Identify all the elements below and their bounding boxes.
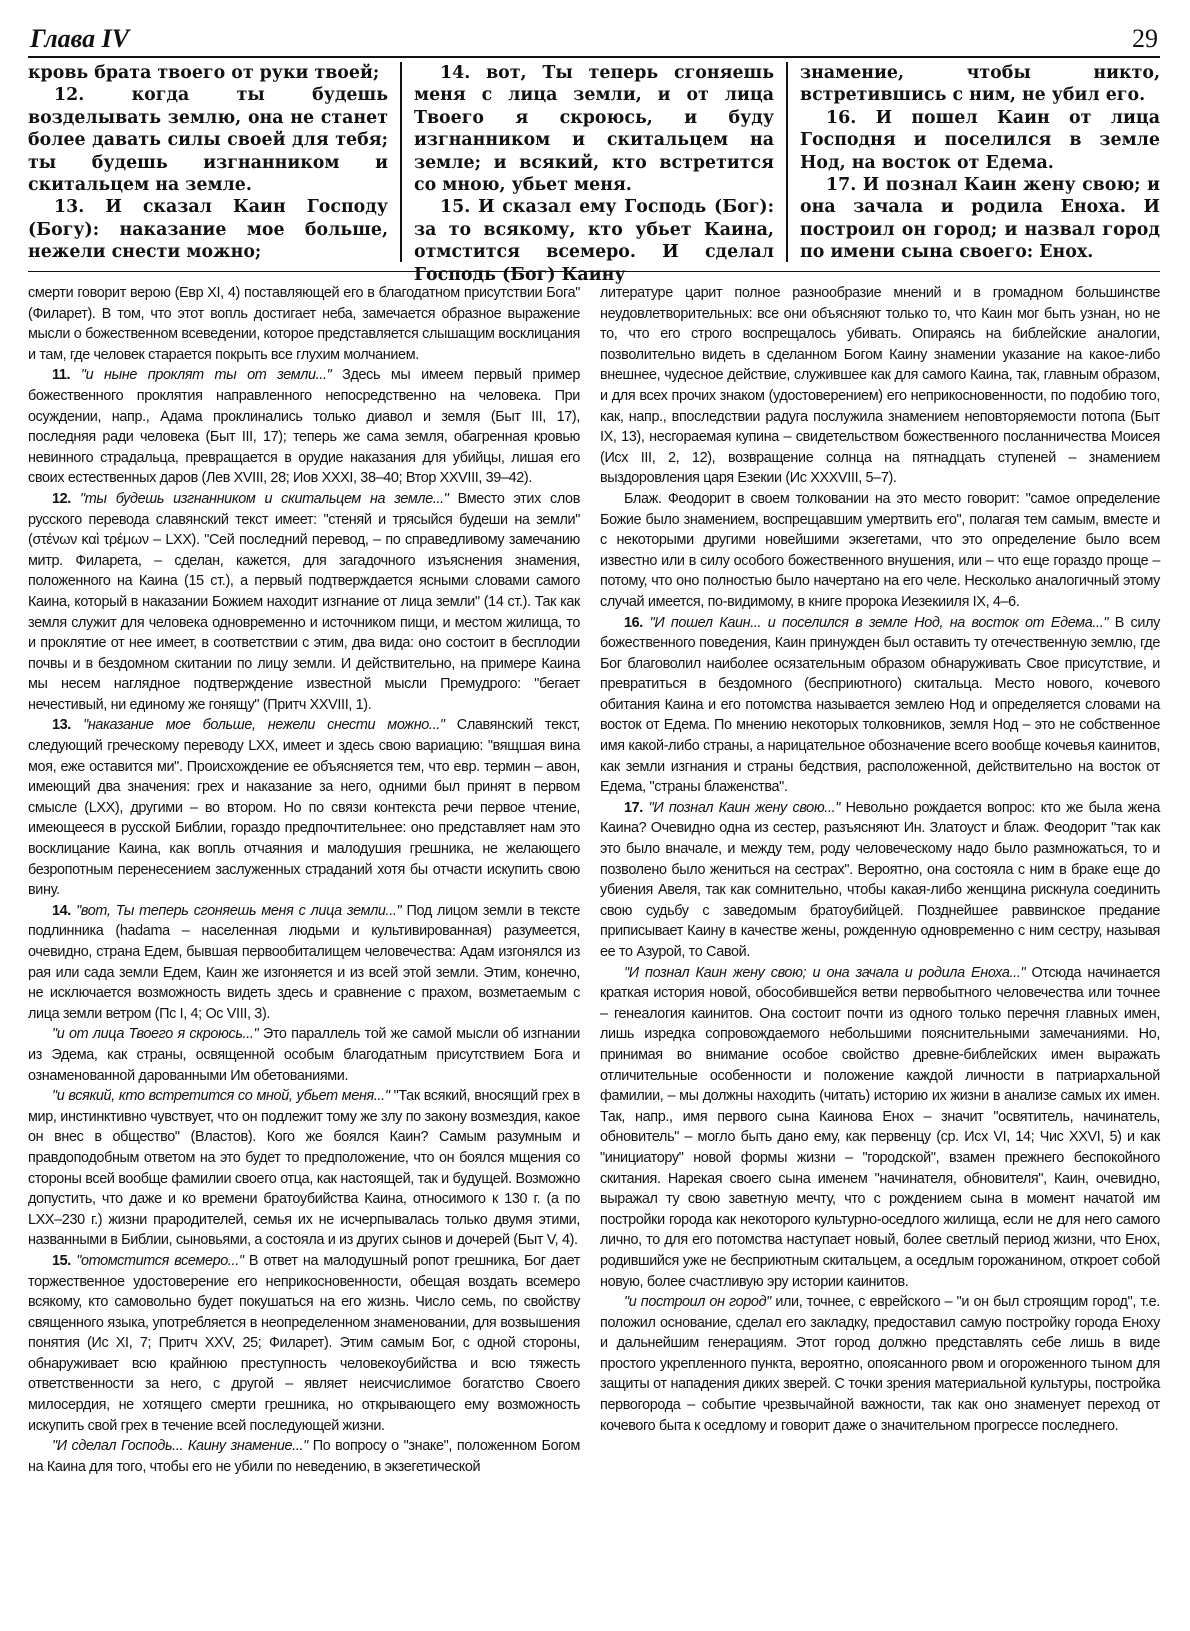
lemma: "и от лица Твоего я скроюсь..."	[52, 1026, 259, 1043]
verse-number: 14.	[52, 902, 71, 919]
commentary-paragraph	[600, 613, 1160, 798]
lemma: "И познал Каин жену свою; и она зачала и родила Еноха..."	[624, 964, 1026, 981]
commentary-column-left	[28, 283, 580, 1619]
commentary-text: или, точнее, с еврейского – "и он был строящим город", т.е. положил основание, сделал его закладку, предоставил самую постройку города Еноху и дальнейшим генерациям. Этот город должно представлять себе лишь в виде простого укрепленного пункта, вероятно, опоясанного рвом и огороженного тыном для защиты от нападения диких зверей. С точки зрения материальной культуры, постройка первогорода – событие чрезвычайной важности, так как оно знаменует переход от кочевого быта к оседлому и говорит даже о значительном прогрессе последнего.	[600, 1294, 1160, 1434]
page-header	[28, 18, 1160, 58]
commentary-text: Здесь мы имеем первый пример божественного проклятия направленного непосредственно на человека. При осуждении, напр., Адама проклинались только диавол и земля (Быт III, 17), последняя ради человека (Быт III, 17); теперь же сама земля, обагренная кровью невинного страдальца, превращается в орудие наказания для убийцы, лишая его своих естественных даров (Лев XVIII, 28; Иов XXXI, 38–40; Втор XXVIII, 39–42).	[28, 367, 580, 487]
commentary-paragraph	[28, 283, 580, 365]
verse-number: 13.	[52, 717, 71, 734]
verse-paragraph: знамение, чтобы никто, встретившись с ним, не убил его.	[800, 63, 1160, 106]
commentary-text: Вместо этих слов русского перевода славянский текст имеет: "стеняй и трясыйся будеши на земли" (στένων καὶ τρέμων – LXX). "Сей последний перевод, – по справедливому замечанию митр. Филарета, – сделан, кажется, для загадочного изъяснения знамения, положенного на Каина (15 ст.), а первый подтверждается ясными словами самого Каина, который в наказании Божием находит изгнание от лица земли" (14 ст.). Так как земля служит для человека одновременно и источником пищи, и местом жилища, то и проклятие от нее имеет, в соответствии с этим, два вида: оно состоит в бесплодии почвы и в бездомном скитании по лицу земли. И действительно, на примере Каина мы несем наглядное подтверждение известной мысли Премудрого: "бегает нечестивый, ни единому же гонящу" (Притч XXVIII, 1).	[28, 490, 580, 713]
lemma: "и ныне проклят ты от земли..."	[80, 367, 332, 384]
commentary-paragraph	[600, 963, 1160, 1293]
lemma: "ты будешь изгнанником и скитальцем на земле..."	[80, 490, 449, 507]
lemma: "наказание мое больше, нежели снести можно..."	[83, 717, 445, 734]
commentary-text: смерти говорит верою (Евр XI, 4) поставляющей его в благодатном присутствии Бога" (Филарет). В том, что этот вопль достигает неба, замечается образное выражение мысли о божественном всеведении, которое представляется слышащим восклицания и там, где человек старается покрыть все глухим молчанием.	[28, 285, 580, 363]
section-divider	[28, 271, 1160, 272]
commentary-text: Отсюда начинается краткая история новой, обособившейся ветви первобытного человечества или точнее – генеалогия каинитов. Она состоит почти из одного только перечня главных имен, лишь изредка сопровождаемого небольшими пояснительными замечаниями. Но, принимая во внимание особое свойство древне-библейских имен выражать отличительные особенности и положение каждой личности в патриархальной фамилии, – мы должны находить (читать) историю их жизни в анализе самых их имен. Так, напр., имя первого сына Каинова Енох – значит "освятитель, начинатель, обновитель" – могло быть дано ему, как первенцу (ср. Исх VI, 14; Чис XXVI, 5) и как "инициатору" новой формы жизни – "городской", взамен прежнего беспокойного скитания. Нарекая своего сына именем "начинателя, обновителя", Каин, очевидно, выражал ту свою заветную мечту, что с рождением сына в момент начатой им постройки города как некоторого культурно-оседлого жилища, если не для него самого лично, то для его потомства наступает новый, более светлый период жизни, что Енох, родившийся уже не бесприютным скитальцем, а оседлым горожанином, откроет собой новую, более счастливую эру истории каинитов.	[600, 964, 1160, 1290]
commentary-paragraph	[600, 489, 1160, 613]
verse-paragraph: 17. И познал Каин жену свою; и она зачала и родила Еноха. И построил он город; и назвал город по имени сына своего: Енох.	[800, 175, 1160, 263]
commentary-text: Под лицом земли в тексте подлинника (hadama – населенная людьми и культивированная) разумеется, очевидно, страна Едем, бывшая первообиталищем человечества: Адам изгонялся из рая или сада земли Едем, Каин же изгоняется и из всей этой земли. Этим, конечно, не исключается возможность видеть здесь и сравнение с прахом, возметаемым с лица земли ветром (Пс I, 4; Ос VIII, 3).	[28, 902, 580, 1022]
commentary-paragraph	[28, 901, 580, 1025]
commentary-paragraph	[28, 715, 580, 900]
verse-paragraph: 12. когда ты будешь возделывать землю, она не станет более давать силы своей для тебя; ты будешь изгнанником и скитальцем на земле.	[28, 85, 388, 196]
verse-column-3	[786, 62, 1160, 262]
scripture-verses	[28, 62, 1160, 285]
verse-paragraph: кровь брата твоего от руки твоей;	[28, 63, 380, 83]
lemma: "И пошел Каин... и поселился в земле Нод, на восток от Едема..."	[649, 614, 1109, 631]
commentary-paragraph	[28, 1436, 580, 1477]
lemma: "отомстится всемеро..."	[76, 1252, 244, 1269]
verse-paragraph: 15. И сказал ему Господь (Бог): за то всякому, кто убьет Каина, отмстится всемеро. И сделал Господь (Бог) Каину	[414, 197, 774, 285]
commentary-paragraph	[600, 283, 1160, 489]
commentary-text: По вопросу о "знаке", положенном Богом на Каина для того, чтобы его не убили по неведению, в экзегетической	[28, 1438, 580, 1475]
commentary-text: В ответ на малодушный ропот грешника, Бог дает торжественное удостоверение его неприкосновенности, обещая воздать всемеро всякому, кто самовольно будет покушаться на его жизнь. Число семь, по свойству священного языка, употребляется в неопределенном знаменовании, для возвышения понятия (Ис XI, 7; Притч XXV, 25; Филарет). Этим самым Бог, с одной стороны, обнаруживает всю крайнюю преступность человекоубийства и всю тяжесть ответственности за него, с другой – являет неисчислимое богатство Своего милосердия, не хотящего смерти грешника, но открывающего ему возможность искупить свой грех в течение всей последующей жизни.	[28, 1252, 580, 1434]
verse-paragraph: 14. вот, Ты теперь сгоняешь меня с лица земли, и от лица Твоего я скроюсь, и буду изгнанником и скитальцем на земле; и всякий, кто встретится со мною, убьет меня.	[414, 63, 774, 196]
commentary-text: "Так всякий, вносящий грех в мир, инстинктивно чувствует, что он подлежит тому же злу по закону возмездия, какое он внес в общество" (Властов). Кого же боялся Каин? Самым разумным и правдоподобным ответом на это будет то предположение, что он боялся мщения со стороны всей вообще фамилии своего отца, как настоящей, так и будущей. Возможно допустить, что даже и ко времени братоубийства Каина, относимого к 130 г. (а по LXX–230 г.) жизни прародителей, семья их не исчерпывалась только двумя этими, названными в Библии, сыновьями, а состояла и из других сынов и дочерей (Быт V, 4).	[28, 1088, 580, 1249]
commentary-text: литературе царит полное разнообразие мнений и в громадном большинстве неудовлетворительных: все они объясняют только то, что Каин мог быть узнан, но не то, что его строго воспрещалось убивать. Опираясь на библейские аналогии, позволительно видеть в сделанном Богом Каину знамении указание на какое-либо внешнее, чудесное действие, служившее как для самого Каина, так, главным образом, и для всех прочих знаком (удостоверением) его неприкосновенности, по подобию того, как, напр., впоследствии радуга послужила знамением неповторяемости потопа (Быт IX, 13), несгораемая купина – свидетельством божественного посланничества Моисея (Исх III, 2, 12), возвращение солнца на пятнадцать ступеней – знамением выздоровления царя Езекии (Ис XXXVIII, 5–7).	[600, 285, 1160, 487]
commentary-text: Невольно рождается вопрос: кто же была жена Каина? Очевидно одна из сестер, разъясняют Ин. Златоуст и блаж. Феодорит "так как это было вначале, и между тем, роду человеческому надо было размножаться, то и позволено было жениться на сестрах". Вероятно, она состояла с ним в браке еще до убиения Авеля, так как сомнительно, чтобы какая-либо женщина рискнула соединить свою судьбу с заведомым братоубийцей. Позднейшее раввинское предание приписывает Каину в качестве жены, рожденную одновременно с ним сестру, называя ее то Азурой, то Савой.	[600, 799, 1160, 960]
chapter-title: Глава IV	[30, 24, 130, 53]
commentary-column-right	[600, 283, 1160, 1619]
commentary-text: Это параллель той же самой мысли об изгнании из Эдема, как страны, освященной особым благодатным присутствием Бога и ознаменованной дарованными Им обетованиями.	[28, 1026, 580, 1084]
commentary-paragraph	[600, 1292, 1160, 1436]
lemma: "вот, Ты теперь сгоняешь меня с лица земли..."	[76, 902, 402, 919]
commentary-paragraph	[28, 1251, 580, 1436]
page-number: 29	[1132, 24, 1158, 53]
verse-paragraph: 13. И сказал Каин Господу (Богу): наказание мое больше, нежели снести можно;	[28, 197, 388, 263]
verse-column-1	[28, 62, 400, 262]
verse-number: 17.	[624, 799, 643, 816]
verse-number: 12.	[52, 490, 71, 507]
verse-number: 11.	[52, 367, 71, 384]
verse-column-2	[400, 62, 786, 285]
commentary-paragraph	[28, 1086, 580, 1251]
verse-paragraph: 16. И пошел Каин от лица Господня и поселился в земле Нод, на восток от Едема.	[800, 107, 1160, 173]
commentary-text: Славянский текст, следующий греческому переводу LXX, имеет и здесь свою вариацию: "вящшая вина моя, еже оставится ми". Происхождение ее объясняется тем, что евр. термин – авон, имеющий два значения: грех и наказание за него, одними был принят в первом смысле (LXX), другими – во втором. Но по связи контекста речи первое чтение, имеющееся в русской Библии, гораздо предпочтительнее: оно представляет нам это восклицание Каина, как вопль отчаяния и малодушия грешника, не желающего безропотным перенесением заслуженных страданий хотя бы отчасти искупить свою вину.	[28, 717, 580, 899]
lemma: "и всякий, кто встретится со мной, убьет меня..."	[52, 1088, 390, 1105]
lemma: "И познал Каин жену свою..."	[648, 799, 840, 816]
commentary-text: В силу божественного поведения, Каин принужден был оставить ту отечественную землю, где Бог благоволил наиболее осязательным образом обнаруживать Свое присутствие, и превратиться в бездомного (бесприютного) скитальца. Место нового, кочевого обитания Каина и его потомства называется землею Нод и определяется словами на восток от Едема. По мнению некоторых толковников, земля Нод – это не собственное имя какой-либо страны, а нарицательное обозначение всего вообще кочевья каинитов, как земли изгнания и страны бедствия, расположенной, действительно на восток от Едема, "страны блаженства".	[600, 614, 1160, 796]
commentary-paragraph	[28, 365, 580, 489]
commentary-paragraph	[600, 798, 1160, 963]
verse-number: 15.	[52, 1252, 71, 1269]
verse-number: 16.	[624, 614, 643, 631]
commentary-paragraph	[28, 1024, 580, 1086]
commentary-paragraph	[28, 489, 580, 716]
lemma: "и построил он город"	[624, 1294, 771, 1311]
commentary-text: Блаж. Феодорит в своем толковании на это место говорит: "самое определение Божие было знамением, воспрещавшим умертвить его", полагая тем самым, вместе и с некоторыми другими новейшими экзегетами, что это определение было всем известно или в силу особого божественного внушения, или – что еще гораздо проще – потому, что оно полностью было начертано на его челе. Несколько аналогичный этому случай имеется, по-видимому, в книге пророка Иезекииля IX, 4–6.	[600, 490, 1160, 610]
lemma: "И сделал Господь... Каину знамение..."	[52, 1438, 308, 1455]
